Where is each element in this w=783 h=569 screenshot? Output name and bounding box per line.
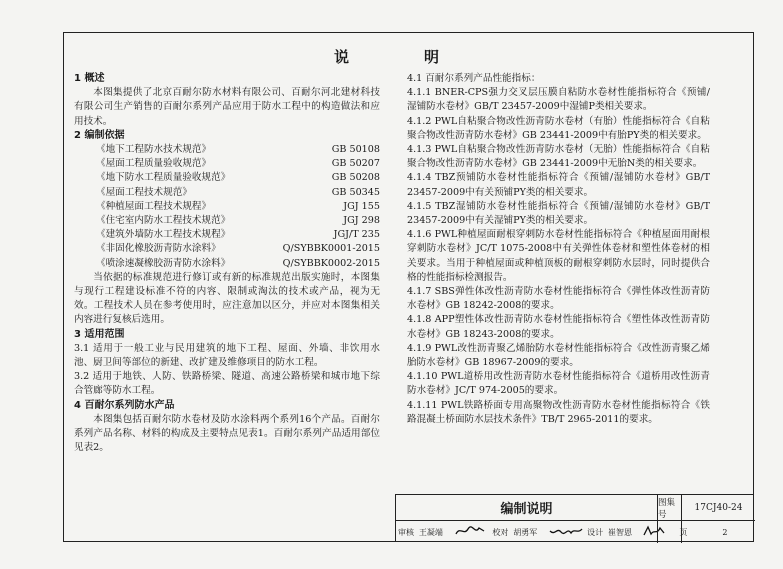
spec-item: 4.1.6 PWL种植屋面耐根穿刺防水卷材性能指标符合《种植屋面用耐根穿刺防水卷材》JC/T 1075-2008中有关弹性体卷材和塑性体卷材的相关要求。当用于种植屋面或种植顶板的耐根穿刺防水层时，同时提供合格的性能指标检测报告。: [407, 229, 710, 283]
standard-code: JGJ/T 235: [333, 229, 380, 241]
signature-row: [396, 521, 755, 543]
standard-name: 《非固化橡胶沥青防水涂料》: [96, 243, 221, 255]
page-number: 2: [722, 527, 728, 537]
standard-code: GB 50208: [331, 172, 380, 184]
spec-item: 4.1.11 PWL铁路桥面专用高聚物改性沥青防水卷材性能指标符合《铁路混凝土桥面防水层技术条件》TB/T 2965-2011的要求。: [407, 399, 710, 425]
check-signature-icon: [549, 525, 583, 537]
standard-name: 《地下工程防水技术规范》: [96, 144, 212, 156]
standard-code: GB 50207: [331, 158, 380, 170]
spec-item: 4.1.3 PWL自粘聚合物改性沥青防水卷材（无胎）性能指标符合《自粘聚合物改性沥青防水卷材》GB 23441-2009中无胎N类的相关要求。: [407, 144, 710, 170]
section-4-body: 本图集包括百耐尔防水卷材及防水涂料两个系列16个产品。百耐尔系列产品名称、材料的构成及主要特点见表1。百耐尔系列产品适用部位见表2。: [74, 413, 380, 454]
standard-name: 《种植屋面工程技术规程》: [96, 200, 212, 212]
standard-code: Q/SYBBK0001-2015: [282, 243, 380, 255]
left-column: [74, 72, 380, 455]
section-2-heading: 2 编制依据: [74, 129, 125, 141]
review-signature-icon: [455, 525, 485, 537]
standard-row: [74, 242, 380, 256]
standard-code: JGJ 155: [343, 200, 380, 212]
standard-row: [74, 214, 380, 228]
title-block: [395, 494, 754, 542]
spec-item: 4.1.9 PWL改性沥青聚乙烯胎防水卷材性能指标符合《改性沥青聚乙烯胎防水卷材》GB 18967-2009的要求。: [407, 342, 710, 369]
spec-item: 4.1.7 SBS弹性体改性沥青防水卷材性能指标符合《弹性体改性沥青防水卷材》GB 18242-2008的要求。: [407, 286, 710, 312]
check-name: 胡勇军: [513, 527, 538, 537]
spec-item: 4.1.8 APP塑性体改性沥青防水卷材性能指标符合《塑性体改性沥青防水卷材》GB 18243-2008的要求。: [407, 314, 710, 340]
section-4-heading: 4 百耐尔系列防水产品: [74, 399, 175, 411]
standard-name: 《建筑外墙防水工程技术规程》: [96, 229, 231, 241]
standard-name: 《住宅室内防水工程技术规范》: [96, 215, 231, 227]
review-signature: [453, 525, 491, 540]
standard-code: GB 50108: [331, 144, 380, 156]
design-name: 崔智恩: [607, 527, 632, 537]
standard-row: [74, 228, 380, 242]
divider: [681, 521, 682, 543]
design-signature: [640, 525, 672, 539]
standard-name: 《屋面工程质量验收规范》: [96, 158, 212, 170]
spec-item: 4.1.5 TBZ湿铺防水卷材性能指标符合《预铺/湿铺防水卷材》GB/T 23457-2009中有关湿铺PY类的相关要求。: [407, 200, 710, 227]
review-name: 王凝端: [418, 527, 443, 537]
section-3-1: 3.1 适用于一般工业与民用建筑的地下工程、屋面、外墙、非饮用水池、厨卫间等部位的新建、改扩建及维修项目的防水工程。: [74, 342, 380, 369]
drawing-name: 编制说明: [396, 495, 657, 521]
review-label: 审核: [398, 527, 414, 537]
standard-code: GB 50345: [331, 186, 380, 198]
design-label: 设计: [587, 527, 604, 537]
standard-row: [74, 157, 380, 171]
section-3-2: 3.2 适用于地铁、人防、铁路桥梁、隧道、高速公路桥梁和城市地下综合管廊等防水工程。: [74, 371, 380, 397]
standard-row: [74, 171, 380, 185]
standard-row: [74, 186, 380, 200]
right-column: [407, 72, 710, 427]
atlas-number: 17CJ40-24: [681, 495, 755, 521]
spec-item: 4.1 百耐尔系列产品性能指标：: [407, 73, 541, 84]
design-signature-icon: [642, 525, 666, 537]
spec-item: 4.1.10 PWL道桥用改性沥青防水卷材性能指标符合《道桥用改性沥青防水卷材》JC/T 974-2005的要求。: [407, 371, 710, 397]
standard-name: 《地下防水工程质量验收规范》: [96, 172, 231, 184]
standard-name: 《屋面工程技术规范》: [96, 186, 192, 198]
divider: [657, 521, 658, 543]
section-1-heading: 1 概述: [74, 73, 105, 84]
section-1-body: 本图集提供了北京百耐尔防水材料有限公司、百耐尔河北建材科技有限公司生产销售的百耐尔系列产品应用于防水工程中的构造做法和应用技术。: [74, 87, 380, 127]
page-title: 说 明: [333, 48, 469, 66]
section-3-heading: 3 适用范围: [74, 328, 125, 340]
spec-item: 4.1.1 BNER-CPS强力交叉层压膜自粘防水卷材性能指标符合《预铺/湿铺防水卷材》GB/T 23457-2009中湿铺P类相关要求。: [407, 87, 710, 113]
spec-item: 4.1.4 TBZ预铺防水卷材性能指标符合《预铺/湿铺防水卷材》GB/T 23457-2009中有关预铺PY类的相关要求。: [407, 172, 710, 198]
atlas-label: 图集号: [657, 495, 681, 521]
check-label: 校对: [492, 527, 509, 537]
standard-row: [74, 257, 380, 271]
standards-list: [74, 143, 380, 271]
page-label: 页: [679, 527, 688, 537]
standard-row: [74, 143, 380, 157]
check-signature: [547, 525, 585, 539]
standard-code: JGJ 298: [343, 215, 380, 227]
standard-code: Q/SYBBK0002-2015: [282, 257, 380, 269]
spec-item: 4.1.2 PWL自粘聚合物改性沥青防水卷材（有胎）性能指标符合《自粘聚合物改性沥青防水卷材》GB 23441-2009中有胎PY类的相关要求。: [407, 115, 710, 141]
standard-row: [74, 200, 380, 214]
section-2-note: 当依据的标准规范进行修订或有新的标准规范出版实施时，本图集与现行工程建设标准不符的内容、限制或淘汰的技术或产品，视为无效。工程技术人员在参考使用时，应注意加以区分，并应对本图集相关内容进行复核后选用。: [74, 271, 380, 326]
standard-name: 《喷涂速凝橡胶沥青防水涂料》: [96, 257, 231, 269]
